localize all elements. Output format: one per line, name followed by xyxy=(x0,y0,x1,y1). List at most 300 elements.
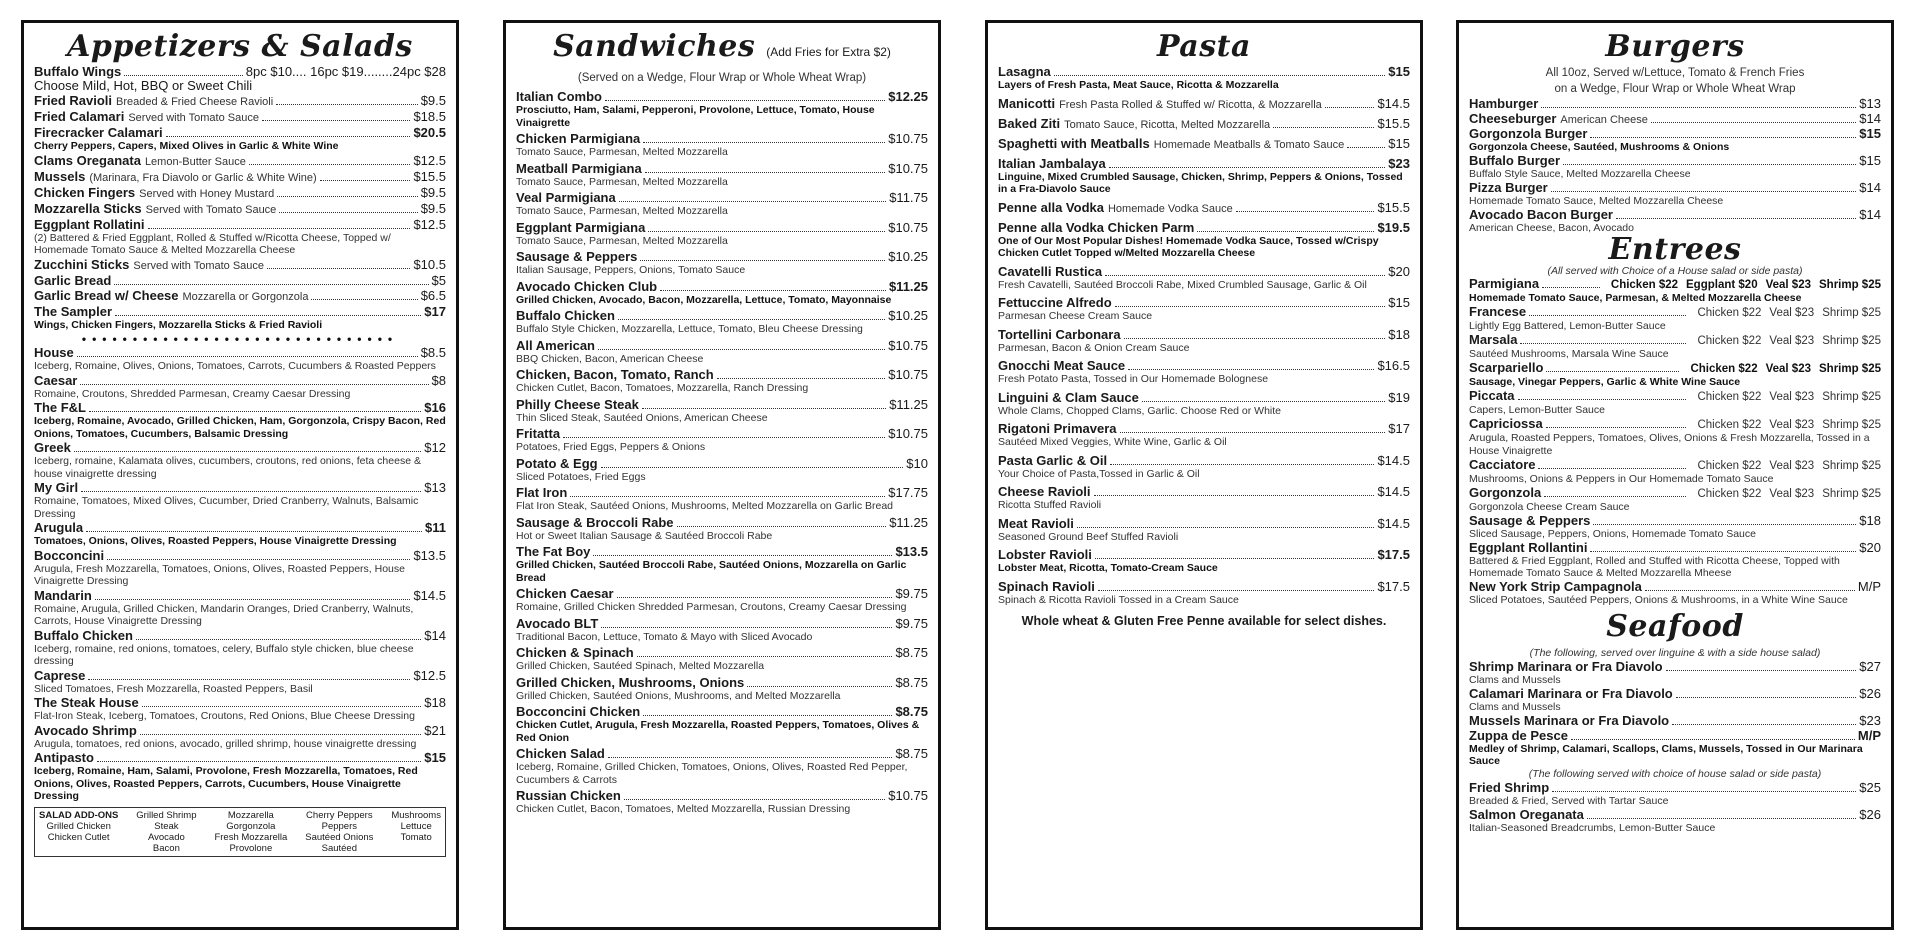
item-option: Chicken $22 xyxy=(1697,307,1762,319)
menu-item xyxy=(1469,458,1881,486)
item-name: Italian Combo xyxy=(516,89,602,104)
menu-item xyxy=(34,94,446,109)
item-inline-desc: Fresh Pasta Rolled & Stuffed w/ Ricotta, & Mozzarella xyxy=(1059,98,1322,111)
menu-item xyxy=(1469,808,1881,835)
dot-leader xyxy=(124,75,243,76)
addon-option: Bacon xyxy=(152,842,180,854)
item-name: The Sampler xyxy=(34,303,113,319)
dot-leader xyxy=(617,597,893,598)
addon-option: Fresh Mozzarella xyxy=(214,831,288,843)
item-option: Chicken $22 xyxy=(1690,363,1758,375)
menu-item xyxy=(998,517,1410,544)
menu-item xyxy=(34,441,446,480)
item-description: Iceberg, Romaine, Grilled Chicken, Tomatoes, Onions, Olives, Roasted Red Pepper, Cucumbers & Carrots xyxy=(516,761,908,786)
menu-item-line xyxy=(516,545,928,559)
entrees-subtitle: (All served with Choice of a House salad or side pasta) xyxy=(1547,265,1803,277)
item-price: $14.5 xyxy=(1377,515,1410,531)
item-price: $15 xyxy=(1859,153,1881,168)
item-option: Shrimp $25 xyxy=(1822,335,1881,347)
item-price: $8.5 xyxy=(420,345,446,360)
menu-item xyxy=(998,580,1410,607)
pasta-footer-note: Whole wheat & Gluten Free Penne available for select dishes. xyxy=(1021,614,1387,628)
menu-item-line xyxy=(34,126,446,140)
menu-item-line xyxy=(998,454,1410,468)
menu-item xyxy=(516,545,928,584)
burgers-title: Burgers xyxy=(1605,29,1745,64)
item-option: Shrimp $25 xyxy=(1822,391,1881,403)
addon-option: Steak xyxy=(154,820,179,832)
item-name: Scarpariello xyxy=(1469,360,1544,375)
menu-item xyxy=(998,296,1410,323)
item-description: Sausage, Vinegar Peppers, Garlic & White Wine Sauce xyxy=(1469,376,1741,388)
item-description: Chicken Cutlet, Bacon, Tomatoes, Mozzarella, Ranch Dressing xyxy=(516,382,809,394)
menu-item-line xyxy=(516,280,928,294)
sandwiches-title-note: (Add Fries for Extra $2) xyxy=(766,45,891,59)
addons-column xyxy=(39,810,118,854)
item-price: $12.25 xyxy=(888,89,928,104)
dot-leader xyxy=(1676,697,1857,698)
item-options xyxy=(1689,390,1881,404)
item-name: My Girl xyxy=(34,480,79,495)
item-description: Clams and Mussels xyxy=(1469,701,1561,713)
item-price: M/P xyxy=(1857,727,1881,743)
item-name: Zuppa de Pesce xyxy=(1469,727,1568,743)
item-option: Chicken $22 xyxy=(1697,391,1762,403)
dot-leader xyxy=(1325,107,1375,108)
menu-item xyxy=(516,191,928,218)
dot-leader xyxy=(1546,427,1687,428)
item-price: $13 xyxy=(424,480,446,495)
item-description: Hot or Sweet Italian Sausage & Sautéed Broccoli Rabe xyxy=(516,529,773,542)
item-name: Buffalo Chicken xyxy=(34,627,133,643)
menu-item-line xyxy=(34,549,446,563)
item-price: $14 xyxy=(1859,110,1881,126)
menu-item xyxy=(34,186,446,201)
item-description: Iceberg, Romaine, Olives, Onions, Tomatoes, Carrots, Cucumbers & Roasted Peppers xyxy=(34,360,436,372)
dot-leader xyxy=(88,679,410,680)
item-price: $8.75 xyxy=(895,704,928,719)
menu-item xyxy=(1469,580,1881,607)
item-name: Greek xyxy=(34,440,71,455)
item-name: Veal Parmigiana xyxy=(516,190,616,205)
addon-option: Tomato xyxy=(400,831,432,843)
menu-item-line xyxy=(1469,808,1881,822)
menu-item xyxy=(34,170,446,185)
item-price: $13 xyxy=(1859,96,1881,111)
item-name: Avocado Chicken Club xyxy=(516,278,658,294)
item-description: Tomato Sauce, Parmesan, Melted Mozzarella xyxy=(516,234,728,247)
item-name: Capriciossa xyxy=(1469,416,1543,431)
item-name: Avocado BLT xyxy=(516,615,599,631)
menu-item-line xyxy=(516,309,928,323)
menu-item-line xyxy=(516,617,928,631)
dot-leader xyxy=(1124,338,1386,339)
item-price: $23 xyxy=(1859,713,1881,728)
menu-item-line xyxy=(516,132,928,146)
item-price: $13.5 xyxy=(895,544,928,559)
item-description: Arugula, Fresh Mozzarella, Tomatoes, Onions, Olives, Roasted Peppers, House Vinaigrette Dressing xyxy=(34,562,405,587)
item-price: $14.5 xyxy=(1377,95,1410,111)
addon-option: Peppers xyxy=(321,820,358,832)
menu-item xyxy=(34,258,446,273)
menu-item xyxy=(516,705,928,744)
menu-item xyxy=(1469,714,1881,728)
dot-leader xyxy=(1529,315,1686,316)
item-description: Flat-Iron Steak, Iceberg, Tomatoes, Croutons, Red Onions, Blue Cheese Dressing xyxy=(34,710,415,722)
pasta-title: Pasta xyxy=(1157,29,1251,64)
menu-item xyxy=(516,221,928,248)
item-description: Grilled Chicken, Sautéed Onions, Mushrooms, and Melted Mozzarella xyxy=(516,689,841,702)
seafood-title: Seafood xyxy=(1606,609,1744,644)
menu-item xyxy=(516,646,928,673)
dot-leader xyxy=(1128,369,1374,370)
menu-item-line xyxy=(34,374,446,388)
menu-item-line xyxy=(516,191,928,205)
menu-item xyxy=(516,280,928,307)
item-inline-desc: Served with Tomato Sauce xyxy=(133,259,265,272)
item-name: Pasta Garlic & Oil xyxy=(998,452,1108,468)
item-option: Shrimp $25 xyxy=(1822,307,1881,319)
menu-item xyxy=(34,346,446,373)
menu-item-line xyxy=(1469,541,1881,555)
item-name: The Fat Boy xyxy=(516,544,591,559)
item-name: Gorgonzola Burger xyxy=(1469,126,1588,141)
menu-item xyxy=(998,221,1410,260)
item-description: Tomato Sauce, Parmesan, Melted Mozzarella xyxy=(516,146,728,158)
menu-item xyxy=(34,696,446,723)
item-price: $6.5 xyxy=(420,287,446,303)
menu-item-line xyxy=(516,250,928,264)
item-description: Seasoned Ground Beef Stuffed Ravioli xyxy=(998,530,1179,543)
item-description: Mushrooms, Onions & Peppers in Our Homemade Tomato Sauce xyxy=(1469,472,1774,485)
dot-leader xyxy=(1098,590,1375,591)
dot-leader xyxy=(637,656,893,657)
item-name: Firecracker Calamari xyxy=(34,125,163,140)
menu-item-line xyxy=(1469,361,1881,376)
menu-item-line xyxy=(1469,514,1881,528)
item-description: Tomatoes, Onions, Olives, Roasted Peppers, House Vinaigrette Dressing xyxy=(34,535,397,547)
menu-item xyxy=(1469,333,1881,361)
item-inline-desc: Lemon-Butter Sauce xyxy=(144,155,246,168)
menu-item xyxy=(34,481,446,520)
dot-leader xyxy=(1236,211,1375,212)
item-description: Romaine, Croutons, Shredded Parmesan, Creamy Caesar Dressing xyxy=(34,387,351,400)
menu-item xyxy=(1469,305,1881,333)
item-options xyxy=(1689,306,1881,320)
dot-leader xyxy=(267,268,410,269)
addon-option: Mozzarella xyxy=(227,809,274,821)
sandwiches-subtitle: (Served on a Wedge, Flour Wrap or Whole Wheat Wrap) xyxy=(577,72,867,84)
item-price: $8.75 xyxy=(895,645,928,660)
menu-item xyxy=(998,328,1410,355)
menu-item xyxy=(516,617,928,644)
menu-item xyxy=(998,422,1410,449)
menu-item-line xyxy=(998,137,1410,152)
item-price: $18.5 xyxy=(413,109,446,124)
item-name: Baked Ziti xyxy=(998,115,1061,131)
dot-leader xyxy=(570,496,885,497)
item-name: Chicken Fingers xyxy=(34,184,136,200)
menu-item xyxy=(34,154,446,169)
item-price: $18 xyxy=(1859,512,1881,528)
menu-item-line xyxy=(516,789,928,803)
menu-item-line xyxy=(1469,97,1881,111)
item-description: Grilled Chicken, Avocado, Bacon, Mozzarella, Lettuce, Tomato, Mayonnaise xyxy=(516,293,892,306)
salads-list xyxy=(34,346,446,803)
menu-item xyxy=(1469,277,1881,305)
item-description: Buffalo Style Sauce, Melted Mozzarella Cheese xyxy=(1469,168,1691,180)
menu-item-line xyxy=(1469,333,1881,348)
item-price: $18 xyxy=(1388,326,1410,342)
item-option: Shrimp $25 xyxy=(1819,279,1881,291)
dot-leader xyxy=(276,104,418,105)
item-name: Meat Ravioli xyxy=(998,515,1074,531)
item-price: $10.75 xyxy=(888,426,928,441)
addon-option: Chicken Cutlet xyxy=(47,831,110,843)
item-option: Shrimp $25 xyxy=(1822,419,1881,431)
menu-item xyxy=(998,65,1410,92)
menu-item-line xyxy=(34,521,446,535)
menu-item-line xyxy=(34,724,446,738)
menu-item xyxy=(34,374,446,401)
addon-option: Provolone xyxy=(229,842,273,854)
item-name: Gorgonzola xyxy=(1469,484,1542,500)
item-price: 8pc $10.... 16pc $19........24pc $28 xyxy=(245,64,446,79)
menu-item xyxy=(1469,112,1881,127)
item-inline-desc: Served with Honey Mustard xyxy=(139,187,275,200)
menu-item-line xyxy=(998,117,1410,132)
menu-item-line xyxy=(1469,181,1881,195)
menu-item xyxy=(1469,514,1881,541)
item-description: Sautéed Mushrooms, Marsala Wine Sauce xyxy=(1469,348,1669,360)
menu-item-line xyxy=(998,328,1410,342)
dot-leader xyxy=(81,491,421,492)
seafood-subtitle: (The following, served over linguine & with a side house salad) xyxy=(1529,647,1821,659)
menu-item xyxy=(516,457,928,484)
menu-item-line xyxy=(34,258,446,273)
item-price: $9.5 xyxy=(420,184,446,200)
menu-item xyxy=(516,747,928,786)
menu-item xyxy=(998,485,1410,512)
item-name: Gnocchi Meat Sauce xyxy=(998,358,1126,373)
item-price: $15.5 xyxy=(1377,199,1410,215)
item-inline-desc: Mozzarella or Gorgonzola xyxy=(182,290,309,303)
item-description: Buffalo Style Chicken, Mozzarella, Lettuce, Tomato, Bleu Cheese Dressing xyxy=(516,323,863,335)
menu-item xyxy=(516,486,928,513)
item-option: Chicken $22 xyxy=(1697,459,1762,472)
menu-item xyxy=(1469,729,1881,768)
menu-item-line xyxy=(1469,687,1881,701)
item-price: $12.5 xyxy=(413,216,446,232)
item-price: $15 xyxy=(424,750,446,765)
item-options xyxy=(1689,334,1881,348)
item-description: Sliced Potatoes, Sautéed Peppers, Onions & Mushrooms, in a White Wine Sauce xyxy=(1469,594,1848,606)
menu-item-line xyxy=(1469,154,1881,168)
menu-item-line xyxy=(34,629,446,643)
menu-item xyxy=(1469,181,1881,208)
menu-item-line xyxy=(516,368,928,382)
item-description: Tomato Sauce, Parmesan, Melted Mozzarella xyxy=(516,175,728,188)
item-price: $23 xyxy=(1388,155,1410,171)
dot-leader xyxy=(1094,495,1375,496)
item-price: $10.75 xyxy=(888,131,928,146)
item-description: Grilled Chicken, Sautéed Spinach, Melted Mozzarella xyxy=(516,660,765,672)
menu-item xyxy=(34,305,446,332)
menu-item-line xyxy=(34,401,446,415)
dot-leader xyxy=(107,559,410,560)
menu-item xyxy=(516,162,928,189)
burgers-entrees-seafood-panel xyxy=(1456,20,1894,930)
item-description: Sliced Sausage, Peppers, Onions, Homemade Tomato Sauce xyxy=(1469,527,1756,540)
dot-leader xyxy=(1142,401,1385,402)
menu-item xyxy=(1469,389,1881,417)
item-name: Parmigiana xyxy=(1469,276,1540,291)
item-price: $19 xyxy=(1388,389,1410,405)
item-option: Shrimp $25 xyxy=(1819,363,1881,375)
item-description: Arugula, tomatoes, red onions, avocado, grilled shrimp, house vinaigrette dressing xyxy=(34,737,417,750)
addons-column xyxy=(214,810,287,854)
menu-item xyxy=(516,368,928,395)
dot-leader xyxy=(140,734,421,735)
item-name: Mussels xyxy=(34,168,86,184)
menu-item xyxy=(34,65,446,93)
menu-item xyxy=(1469,208,1881,235)
menu-item xyxy=(34,751,446,803)
addon-option: Grilled Shrimp xyxy=(136,809,197,821)
dot-leader xyxy=(262,120,410,121)
menu-item-line xyxy=(998,265,1410,279)
sandwiches-title xyxy=(516,29,928,70)
item-name: All American xyxy=(516,337,595,353)
item-price: $9.75 xyxy=(895,586,928,601)
menu-item xyxy=(34,289,446,304)
menu-item xyxy=(516,339,928,366)
menu-item-line xyxy=(998,157,1410,171)
item-name: Cheese Ravioli xyxy=(998,484,1091,499)
dot-leader xyxy=(593,555,892,556)
item-description: BBQ Chicken, Bacon, American Cheese xyxy=(516,352,704,365)
item-price: $20 xyxy=(1859,539,1881,555)
dot-leader xyxy=(618,319,885,320)
item-price: $10.75 xyxy=(888,367,928,382)
dot-leader xyxy=(1520,343,1686,344)
item-price: $11.25 xyxy=(889,514,928,530)
item-name: New York Strip Campagnola xyxy=(1469,579,1642,594)
item-description: Gorgonzola Cheese, Sautéed, Mushrooms & Onions xyxy=(1469,141,1730,153)
menu-item xyxy=(34,629,446,668)
pasta-panel xyxy=(985,20,1423,930)
item-description: One of Our Most Popular Dishes! Homemade Vodka Sauce, Tossed w/Crispy Chicken Cutlet Topped w/Melted Mozzarella Cheese xyxy=(998,234,1379,259)
item-name: Bocconcini xyxy=(34,547,105,563)
item-name: Cheeseburger xyxy=(1469,110,1557,126)
item-inline-desc: Breaded & Fried Cheese Ravioli xyxy=(116,96,274,108)
dot-leader xyxy=(1054,75,1386,76)
menu-item-line xyxy=(998,221,1410,235)
menu-item-line xyxy=(998,65,1410,79)
item-price: $15 xyxy=(1388,64,1410,79)
dot-leader xyxy=(717,378,886,379)
item-price: $10.75 xyxy=(888,219,928,235)
dot-leader xyxy=(598,349,885,350)
item-inline-desc: Homemade Meatballs & Tomato Sauce xyxy=(1153,138,1345,151)
dot-leader xyxy=(1110,464,1374,465)
menu-item-line xyxy=(1469,305,1881,320)
menu-item-line xyxy=(34,346,446,360)
item-name: The Steak House xyxy=(34,695,139,710)
menu-item-line xyxy=(516,516,928,530)
item-option: Chicken $22 xyxy=(1697,419,1762,431)
addon-option: Mushrooms xyxy=(391,809,441,821)
item-description: Wings, Chicken Fingers, Mozzarella Sticks & Fried Ravioli xyxy=(34,318,323,331)
item-description: Sliced Tomatoes, Fresh Mozzarella, Roasted Peppers, Basil xyxy=(34,682,313,695)
menu-item-line xyxy=(516,747,928,761)
item-description: Romaine, Tomatoes, Mixed Olives, Cucumber, Dried Cranberry, Walnuts, Balsamic Dressing xyxy=(34,495,419,520)
menu-item-line xyxy=(998,580,1410,594)
addon-option: Gorgonzola xyxy=(226,820,276,832)
item-option: Veal $23 xyxy=(1769,487,1815,500)
item-name: Chicken Parmigiana xyxy=(516,131,641,146)
item-description: Prosciutto, Ham, Salami, Pepperoni, Provolone, Lettuce, Tomato, House Vinaigrette xyxy=(516,104,875,129)
item-name: Sausage & Peppers xyxy=(516,249,638,264)
menu-item-line xyxy=(998,391,1410,405)
item-name: Mandarin xyxy=(34,587,92,603)
section-separator: ••••••••••••••••••••••••••••••• xyxy=(81,332,399,346)
addon-option: Lettuce xyxy=(400,820,432,832)
menu-item-line xyxy=(34,170,446,185)
item-option: Veal $23 xyxy=(1769,335,1815,347)
addon-option: SALAD ADD-ONS xyxy=(39,809,119,821)
item-price: $13.5 xyxy=(413,547,446,563)
item-option: Chicken $22 xyxy=(1697,335,1762,347)
menu-item-line xyxy=(1469,417,1881,432)
item-inline-desc: Homemade Vodka Sauce xyxy=(1107,202,1233,215)
dot-leader xyxy=(608,757,893,758)
dot-leader xyxy=(1552,791,1856,792)
dot-leader xyxy=(1616,218,1856,219)
item-option: Chicken $22 xyxy=(1697,487,1762,500)
dot-leader xyxy=(1095,558,1375,559)
item-name: Mussels Marinara or Fra Diavolo xyxy=(1469,713,1670,728)
menu-item-line xyxy=(998,97,1410,112)
item-description: Homemade Tomato Sauce, Melted Mozzarella Cheese xyxy=(1469,195,1724,207)
item-description: Iceberg, Romaine, Ham, Salami, Provolone, Fresh Mozzarella, Tomatoes, Red Onions, Olives, Roasted Peppers, Carrots, Cucumbers, House Vinaigrette Dressing xyxy=(34,765,418,802)
menu-item-line xyxy=(34,751,446,765)
burgers-list xyxy=(1469,97,1881,235)
menu-item xyxy=(516,427,928,454)
addons-column xyxy=(391,810,441,854)
item-name: Penne alla Vodka Chicken Parm xyxy=(998,219,1195,235)
item-name: Spinach Ravioli xyxy=(998,578,1095,594)
addon-option: Avocado xyxy=(147,831,185,843)
menu-item xyxy=(1469,687,1881,714)
menu-item-line xyxy=(34,94,446,109)
item-description: Breaded & Fried, Served with Tartar Sauce xyxy=(1469,795,1669,807)
dot-leader xyxy=(1587,818,1856,819)
item-price: $11.25 xyxy=(889,396,928,412)
menu-item xyxy=(34,110,446,125)
menu-item xyxy=(516,132,928,159)
item-name: Rigatoni Primavera xyxy=(998,421,1117,436)
item-name: Sausage & Broccoli Rabe xyxy=(516,514,674,530)
menu-item xyxy=(1469,154,1881,181)
item-price: $9.5 xyxy=(420,200,446,216)
menu-item xyxy=(998,548,1410,575)
item-name: Caesar xyxy=(34,372,78,388)
menu-item xyxy=(998,97,1410,112)
item-price: $14.5 xyxy=(1377,484,1410,499)
menu-item xyxy=(998,454,1410,481)
appetizers-title: Appetizers & Salads xyxy=(67,29,413,64)
